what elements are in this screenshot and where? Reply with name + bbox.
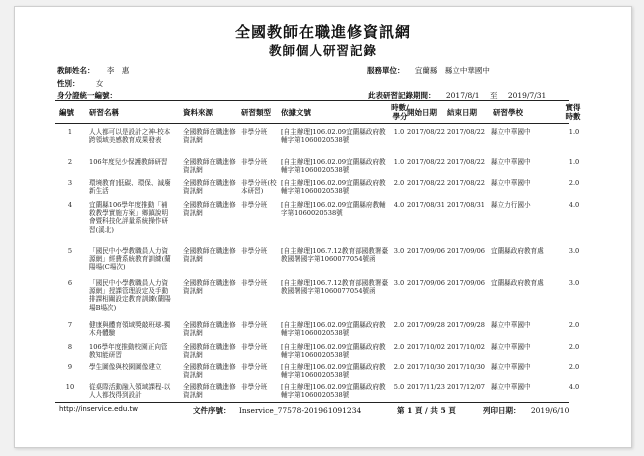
record-actual: 2.0 xyxy=(568,363,580,371)
record-type: 非學分班 xyxy=(241,343,268,351)
record-name: 人人都可以是設計之神-校本跨領域美感教育成果發表 xyxy=(89,128,171,145)
record-hours: 2.0 xyxy=(393,343,405,351)
record-school: 縣立中華國中 xyxy=(491,343,531,351)
document-serial xyxy=(193,405,361,416)
record-name: 「國民中小學教職員人力資源網」經費系統教育訓練(蘭陽場(C場次) xyxy=(89,247,171,272)
record-hours: 1.0 xyxy=(393,128,405,136)
record-end: 2017/09/06 xyxy=(447,247,486,255)
period-start: 2017/8/1 xyxy=(445,91,480,100)
record-hours: 2.0 xyxy=(393,363,405,371)
period-end: 2019/7/31 xyxy=(507,91,547,100)
teacher-name-value: 李 惠 xyxy=(106,66,130,75)
record-end: 2017/10/30 xyxy=(447,363,486,371)
print-date-label: 列印日期： xyxy=(483,406,521,415)
record-start: 2017/08/22 xyxy=(407,158,446,166)
record-start: 2017/08/22 xyxy=(407,179,446,187)
record-end: 2017/12/07 xyxy=(447,383,486,391)
record-school: 縣立中華國中 xyxy=(491,321,531,329)
record-no: 1 xyxy=(67,128,73,136)
site-title: 全國教師在職進修資訊網 xyxy=(234,23,411,41)
record-school: 縣立力行國小 xyxy=(491,201,531,209)
document-serial-value: Inservice_77578-201961091234 xyxy=(238,406,362,415)
record-start: 2017/09/06 xyxy=(407,247,446,255)
teacher-name-label: 教師姓名： xyxy=(57,66,95,75)
record-actual: 4.0 xyxy=(568,201,580,209)
record-no: 5 xyxy=(67,247,73,255)
record-actual: 2.0 xyxy=(568,179,580,187)
record-start: 2017/09/06 xyxy=(407,279,446,287)
record-no: 4 xyxy=(67,201,73,209)
print-date-value: 2019/6/10 xyxy=(530,406,570,415)
record-name: 健康與體育領域獎敲班球-獨木舟體驗 xyxy=(89,321,171,338)
record-actual: 2.0 xyxy=(568,321,580,329)
record-hours: 3.0 xyxy=(393,247,405,255)
record-actual: 2.0 xyxy=(568,343,580,351)
service-unit-value: 宜蘭縣 縣立中華國中 xyxy=(414,66,490,75)
record-hours: 2.0 xyxy=(393,321,405,329)
col-school: 研習學校 xyxy=(493,108,523,117)
record-no: 6 xyxy=(67,279,73,287)
col-type: 研習類型 xyxy=(241,108,271,117)
service-unit xyxy=(367,65,490,76)
record-type: 非學分班 xyxy=(241,128,268,136)
record-doc: [自主辦理]106.02.09宜蘭縣政府教輔字第1060020538號 xyxy=(281,321,386,338)
record-doc: [自主辦理]106.02.09宜蘭縣政府教輔字第1060020538號 xyxy=(281,343,386,360)
record-source: 全國教師在職進修資訊網 xyxy=(183,343,236,360)
record-source: 全國教師在職進修資訊網 xyxy=(183,179,236,196)
record-source: 全國教師在職進修資訊網 xyxy=(183,247,236,264)
record-type: 非學分班 xyxy=(241,158,268,166)
record-doc: [自主辦理]106.02.09宜蘭縣政府教輔字第1060020538號 xyxy=(281,158,386,175)
record-school: 縣立中華國中 xyxy=(491,128,531,136)
record-actual: 3.0 xyxy=(568,247,580,255)
table-bottom-rule xyxy=(55,402,569,403)
record-end: 2017/08/31 xyxy=(447,201,486,209)
record-school: 宜蘭縣政府教育處 xyxy=(491,247,544,255)
record-start: 2017/10/30 xyxy=(407,363,446,371)
gender xyxy=(57,78,103,89)
record-hours: 2.0 xyxy=(393,179,405,187)
record-school: 縣立中華國中 xyxy=(491,363,531,371)
record-no: 3 xyxy=(67,179,73,187)
record-end: 2017/10/02 xyxy=(447,343,486,351)
record-type: 非學分班(校本研習) xyxy=(241,179,277,196)
record-type: 非學分班 xyxy=(241,247,268,255)
record-start: 2017/10/02 xyxy=(407,343,446,351)
record-source: 全國教師在職進修資訊網 xyxy=(183,201,236,218)
print-date xyxy=(483,405,569,416)
record-school: 縣立中華國中 xyxy=(491,179,531,187)
record-actual: 3.0 xyxy=(568,279,580,287)
record-source: 全國教師在職進修資訊網 xyxy=(183,363,236,380)
record-name: 學生圖像與校園圖像建立 xyxy=(89,363,162,371)
record-no: 10 xyxy=(65,383,75,391)
record-source: 全國教師在職進修資訊網 xyxy=(183,383,236,400)
record-end: 2017/08/22 xyxy=(447,179,486,187)
record-start: 2017/11/23 xyxy=(407,383,446,391)
record-hours: 4.0 xyxy=(393,201,405,209)
record-doc: [自主辦理]106.02.09宜蘭縣政府教輔字第1060020538號 xyxy=(281,383,386,400)
record-no: 8 xyxy=(67,343,73,351)
record-name: 從桌際活動融入領域課程-以人人都找得到設計 xyxy=(89,383,171,400)
record-name: 宜蘭縣106學年度推動「補救教學實施方案」鄉鎮說明會暨科技化評量系統操作研習(溪北) xyxy=(89,201,169,234)
record-source: 全國教師在職進修資訊網 xyxy=(183,128,236,145)
col-source: 資料來源 xyxy=(183,108,213,117)
col-hours: 時數/學分 xyxy=(391,103,409,121)
record-type: 非學分班 xyxy=(241,363,268,371)
record-doc: [自主辦理]106.02.09宜蘭縣政府教輔字第1060020538號 xyxy=(281,179,386,196)
col-no: 編號 xyxy=(59,108,74,117)
col-start: 開始日期 xyxy=(407,108,437,117)
header-bottom-rule xyxy=(55,123,569,124)
record-school: 宜蘭縣政府教育處 xyxy=(491,279,544,287)
record-school: 縣立中華國中 xyxy=(491,383,531,391)
document-serial-label: 文件序號： xyxy=(193,406,231,415)
teacher-name xyxy=(57,65,129,76)
record-actual: 1.0 xyxy=(568,128,580,136)
record-doc: [自主辦理]106.02.09宜蘭縣府教輔字第1060020538號 xyxy=(281,201,386,218)
record-doc: [自主辦理]106.7.12教育部國教署臺教國署國字第1060077054號函 xyxy=(281,247,389,264)
col-doc: 依據文號 xyxy=(281,108,311,117)
footer-url: http://inservice.edu.tw xyxy=(59,405,139,413)
record-period-label: 此表研習記錄期間： xyxy=(368,91,436,100)
header-top-rule xyxy=(55,100,569,101)
record-name: 106學年度推動校園正向管教知能研習 xyxy=(89,343,168,360)
record-name: 「國民中小學教職員人力資源網」授課管理設定及手動排課相關設定教育訓練(蘭陽場B場次) xyxy=(89,279,171,312)
record-no: 9 xyxy=(67,363,73,371)
col-end: 結束日期 xyxy=(447,108,477,117)
page-info: 第 1 頁 / 共 5 頁 xyxy=(397,406,456,415)
record-type: 非學分班 xyxy=(241,321,268,329)
gender-label: 性別： xyxy=(57,79,80,88)
id-number-label: 身分證統一編號： xyxy=(57,91,117,100)
record-doc: [自主辦理]106.02.09宜蘭縣政府教輔字第1060020538號 xyxy=(281,363,386,380)
record-end: 2017/09/06 xyxy=(447,279,486,287)
record-no: 7 xyxy=(67,321,73,329)
record-source: 全國教師在職進修資訊網 xyxy=(183,279,236,296)
col-name: 研習名稱 xyxy=(89,108,119,117)
record-doc: [自主辦理]106.7.12教育部國教署臺教國署國字第1060077054號函 xyxy=(281,279,389,296)
record-start: 2017/08/22 xyxy=(407,128,446,136)
record-actual: 4.0 xyxy=(568,383,580,391)
record-school: 縣立中華國中 xyxy=(491,158,531,166)
record-end: 2017/09/28 xyxy=(447,321,486,329)
record-type: 非學分班 xyxy=(241,201,268,209)
record-source: 全國教師在職進修資訊網 xyxy=(183,321,236,338)
document-page xyxy=(14,6,632,448)
record-actual: 1.0 xyxy=(568,158,580,166)
record-start: 2017/08/31 xyxy=(407,201,446,209)
gender-value: 女 xyxy=(95,79,104,88)
service-unit-label: 服務單位： xyxy=(367,66,405,75)
record-hours: 5.0 xyxy=(393,383,405,391)
record-type: 非學分班 xyxy=(241,383,268,391)
record-end: 2017/08/22 xyxy=(447,128,486,136)
record-hours: 3.0 xyxy=(393,279,405,287)
document-title: 教師個人研習記錄 xyxy=(268,43,377,58)
record-name: 106年度兒少保護教師研習 xyxy=(89,158,168,166)
record-name: 環境教育]低碳、環保、減廢新生活 xyxy=(89,179,171,196)
record-type: 非學分班 xyxy=(241,279,268,287)
record-hours: 1.0 xyxy=(393,158,405,166)
record-doc: [自主辦理]106.02.09宜蘭縣政府教輔字第1060020538號 xyxy=(281,128,386,145)
record-end: 2017/08/22 xyxy=(447,158,486,166)
record-start: 2017/09/28 xyxy=(407,321,446,329)
record-no: 2 xyxy=(67,158,73,166)
col-actual: 實得時數 xyxy=(565,103,581,121)
record-source: 全國教師在職進修資訊網 xyxy=(183,158,236,175)
period-separator: 至 xyxy=(489,91,498,100)
